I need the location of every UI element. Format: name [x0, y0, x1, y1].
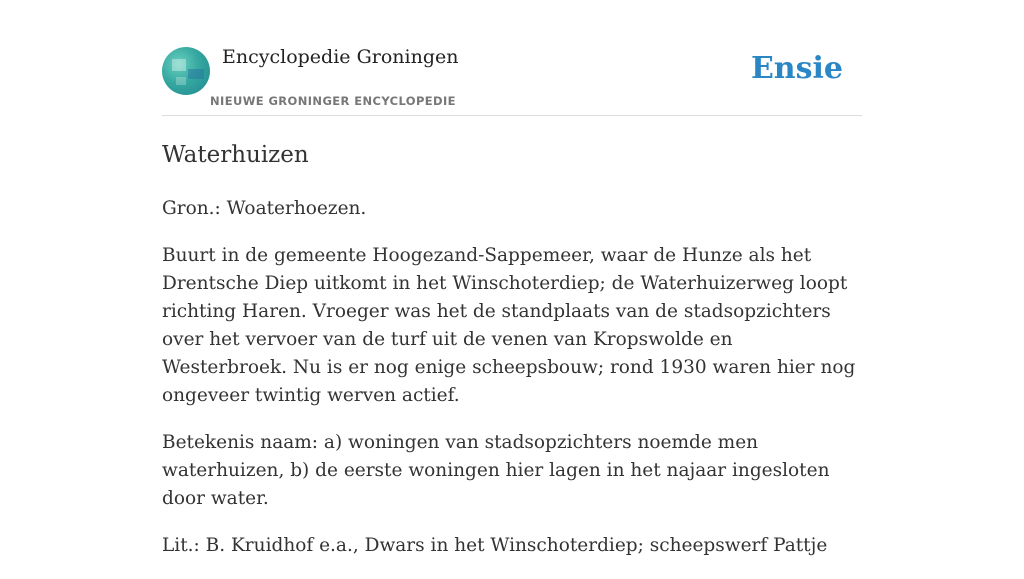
article-paragraph: Betekenis naam: a) woningen van stadsopzichters noemde men waterhuizen, b) de eerste woningen hier lagen in het najaar ingesloten door water.	[162, 432, 830, 509]
logo-shape	[176, 77, 186, 85]
article	[162, 140, 862, 579]
article-paragraph: Buurt in de gemeente Hoogezand-Sappemeer, waar de Hunze als het Drentsche Diep uitkomt in het Winschoterdiep; de Waterhuizerweg loopt richting Haren. Vroeger was het de standplaats van de stadsopzichters over het vervoer van de turf uit de venen van Kropswolde en Westerbroek. Nu is er nog enige scheepsbouw; rond 1930 waren hier nog ongeveer twintig werven actief.	[162, 245, 856, 406]
article-paragraph: Lit.: B. Kruidhof e.a., Dwars in het Winschoterdiep; scheepswerf Pattje	[162, 535, 828, 556]
logo-shape	[188, 69, 204, 79]
brand-logo-link[interactable]: Ensie	[750, 51, 843, 86]
logo-shape	[172, 59, 186, 71]
header-divider	[162, 115, 862, 116]
article-title: Waterhuizen	[162, 142, 309, 168]
article-paragraph: Gron.: Woaterhoezen.	[162, 198, 367, 219]
site-header	[162, 46, 862, 116]
site-logo[interactable]	[162, 47, 210, 95]
site-subtitle: NIEUWE GRONINGER ENCYCLOPEDIE	[210, 94, 456, 108]
site-title[interactable]: Encyclopedie Groningen	[222, 46, 459, 68]
